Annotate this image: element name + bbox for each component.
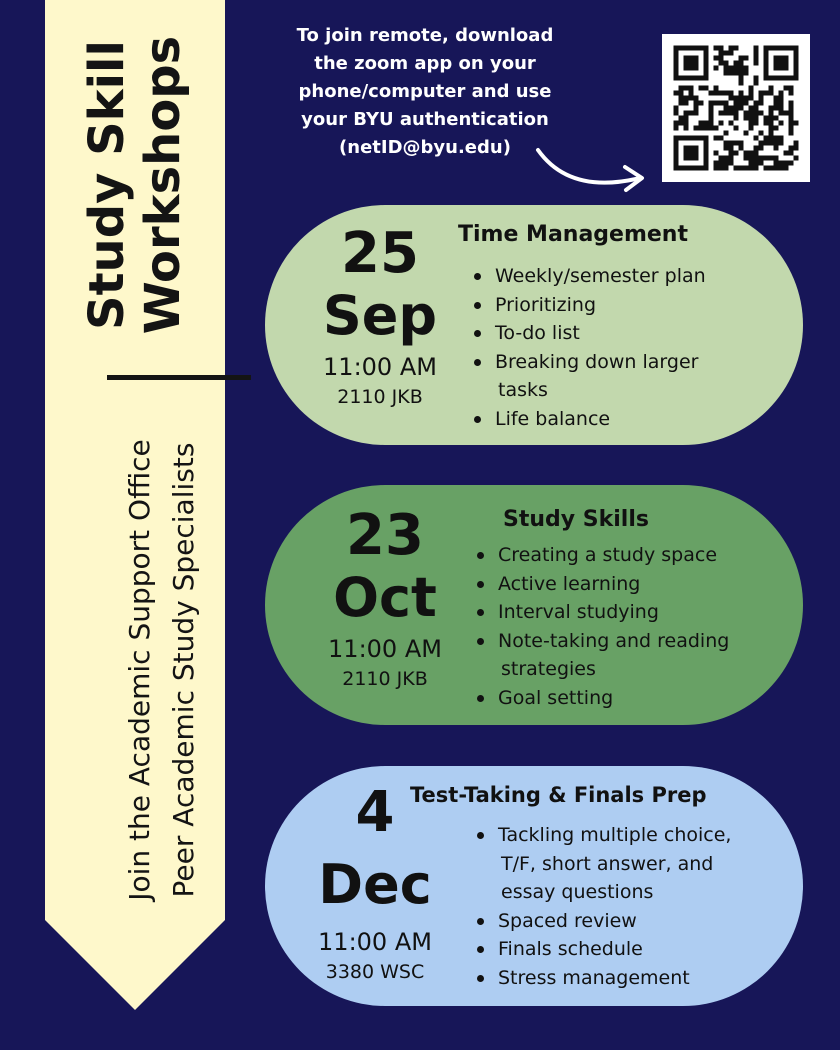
event-room: 2110 JKB	[342, 668, 428, 690]
list-item: Note-taking and reading	[473, 627, 729, 656]
event-room: 3380 WSC	[325, 961, 425, 983]
list-item: Finals schedule	[473, 935, 731, 964]
event-title: Time Management	[458, 222, 688, 247]
list-item: Goal setting	[473, 684, 729, 713]
event-time: 11:00 AM	[318, 928, 432, 956]
list-item: Stress management	[473, 964, 731, 993]
banner-divider	[107, 375, 251, 380]
event-title: Study Skills	[503, 507, 649, 532]
event-time: 11:00 AM	[328, 635, 442, 663]
list-item-continuation: strategies	[501, 658, 596, 680]
event-day: 25	[341, 221, 419, 286]
list-item: Prioritizing	[470, 291, 706, 320]
event-date	[310, 223, 450, 411]
poster-title-line2: Workshops	[135, 35, 191, 335]
event-day: 23	[346, 503, 424, 568]
event-card-time-management	[265, 205, 803, 445]
list-item: Interval studying	[473, 598, 729, 627]
event-card-study-skills	[265, 485, 803, 725]
event-topic-list	[470, 262, 706, 433]
curved-arrow-icon	[530, 140, 650, 195]
list-item: Tackling multiple choice,	[473, 821, 731, 850]
list-item: Creating a study space	[473, 541, 729, 570]
join-note-line: the zoom app on your	[314, 53, 536, 74]
event-month: Sep	[322, 284, 438, 347]
event-time: 11:00 AM	[323, 353, 437, 381]
qr-code-icon[interactable]	[662, 34, 810, 182]
side-banner	[45, 0, 225, 1010]
list-item-continuation: essay questions	[501, 881, 654, 903]
event-topic-list	[473, 821, 731, 992]
event-card-test-taking	[265, 766, 803, 1006]
remote-join-note	[285, 22, 565, 162]
event-date	[315, 505, 455, 693]
event-month: Oct	[333, 566, 437, 629]
list-item: Active learning	[473, 570, 729, 599]
list-item: Breaking down larger	[470, 348, 706, 377]
event-topic-list	[473, 541, 729, 712]
list-item-continuation: T/F, short answer, and	[501, 852, 714, 875]
event-title: Test-Taking & Finals Prep	[410, 783, 707, 807]
join-note-line: To join remote, download	[296, 25, 554, 46]
list-item: To-do list	[470, 319, 706, 348]
event-day: 4	[355, 780, 395, 845]
poster-subtitle-line1: Join the Academic Support Office	[123, 439, 156, 901]
join-note-line: your BYU authentication	[301, 109, 549, 130]
list-item: Life balance	[470, 405, 706, 434]
list-item: Spaced review	[473, 907, 731, 936]
join-note-line: (netID@byu.edu)	[339, 137, 511, 158]
event-month: Dec	[318, 853, 432, 916]
poster-subtitle	[118, 439, 206, 901]
event-room: 2110 JKB	[337, 386, 423, 408]
poster-subtitle-line2: Peer Academic Study Specialists	[167, 442, 200, 898]
event-date	[305, 782, 445, 986]
join-note-line: phone/computer and use	[298, 81, 552, 102]
poster-title-line1: Study Skill	[79, 40, 135, 330]
list-item-continuation: tasks	[498, 379, 548, 401]
list-item: Weekly/semester plan	[470, 262, 706, 291]
poster-title	[79, 36, 191, 334]
